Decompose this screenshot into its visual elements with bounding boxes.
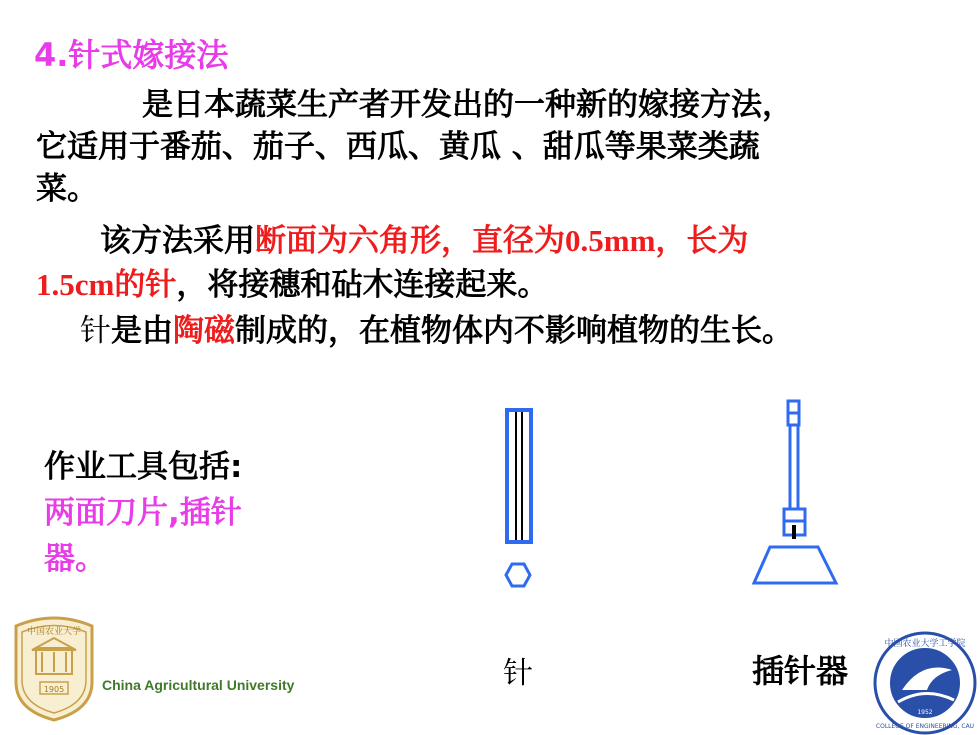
- paragraph2-num-b: 1.5cm: [36, 267, 115, 302]
- tools-block: [44, 444, 242, 582]
- paragraph2-highlight-b: ，长为: [655, 223, 749, 259]
- college-logo-text: 中国农业大学工学院: [884, 639, 966, 649]
- paragraph2-line1: [100, 220, 748, 262]
- paragraph1-line3: 菜。: [36, 171, 98, 207]
- tools-heading: 作业工具包括:: [44, 449, 243, 485]
- cau-logo-year: 1905: [43, 685, 65, 694]
- paragraph3-mid: 是由: [111, 313, 173, 349]
- needle-diagram: [500, 400, 540, 610]
- needle-side-view: [507, 410, 531, 542]
- inserter-caption: 插针器: [752, 652, 849, 690]
- needle-hexagon-section: [506, 564, 530, 586]
- inserter-diagram: [748, 395, 844, 595]
- paragraph3: [80, 310, 793, 352]
- paragraph2-highlight-a: 断面为六角形，直径为: [255, 223, 565, 259]
- tools-line2: 器。: [44, 541, 106, 577]
- paragraph2-highlight-c: 的针: [114, 267, 177, 303]
- paragraph2-line2: [36, 264, 548, 306]
- inserter-base: [754, 547, 836, 583]
- paragraph1-line1: 是日本蔬菜生产者开发出的一种新的嫁接方法，: [142, 87, 793, 123]
- paragraph2-tail: ，将接穗和砧木连接起来。: [176, 267, 549, 303]
- college-logo-year: 1952: [917, 709, 933, 716]
- inserter-rod: [790, 425, 798, 509]
- needle-caption: 针: [503, 656, 533, 691]
- paragraph3-tail: 制成的，在植物体内不影响植物的生长。: [235, 313, 793, 349]
- college-engineering-logo: [872, 630, 978, 735]
- paragraph3-lead: 针: [80, 313, 111, 349]
- cau-logo: [10, 612, 98, 722]
- slide-title: 4.针式嫁接法: [34, 36, 229, 74]
- college-logo-subtext: COLLEGE OF ENGINEERING, CAU: [875, 723, 975, 730]
- paragraph3-highlight: 陶磁: [173, 313, 235, 349]
- tools-line1: 两面刀片,插针: [44, 495, 242, 531]
- paragraph1-line2: 它适用于番茄、茄子、西瓜、黄瓜 、甜瓜等果菜类蔬: [36, 129, 760, 165]
- paragraph2-lead: 该方法采用: [100, 223, 255, 259]
- university-name: China Agricultural University: [102, 677, 295, 693]
- paragraph2-num-a: 0.5mm: [565, 223, 656, 258]
- cau-logo-text: 中国农业大学: [26, 627, 82, 637]
- inserter-needle-tip: [792, 525, 796, 539]
